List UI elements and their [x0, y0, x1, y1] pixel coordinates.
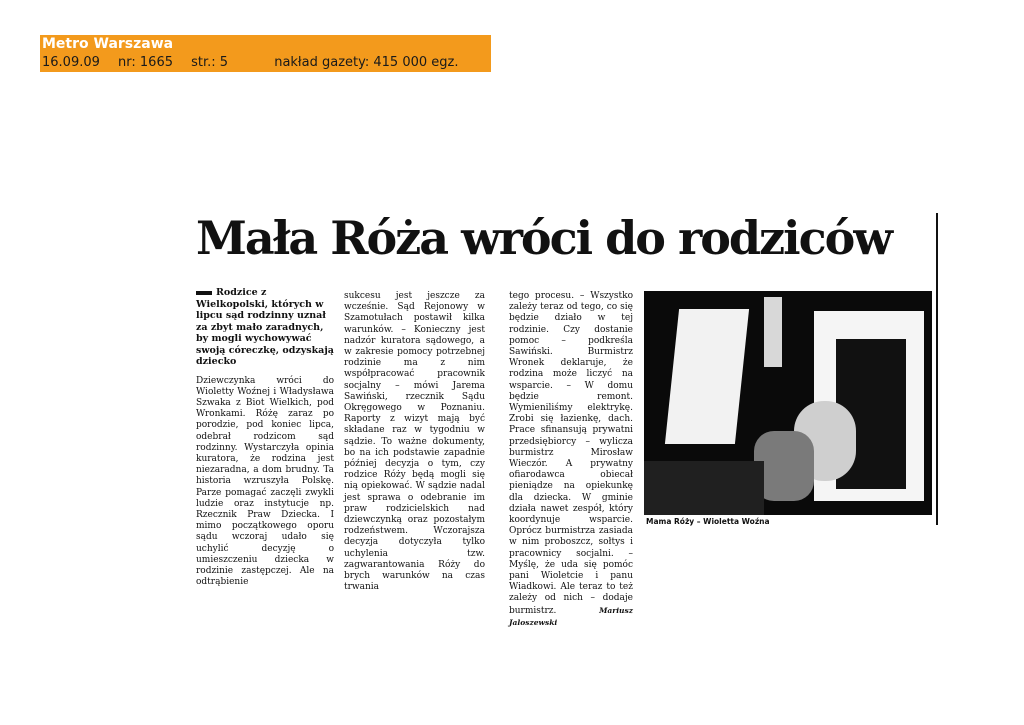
photo-caption: Mama Róży – Wioletta Woźna [646, 517, 770, 526]
column-3-text [509, 291, 633, 629]
article-lead [196, 287, 334, 368]
page-number: str.: 5 [191, 55, 229, 70]
article-column-2 [344, 291, 485, 593]
clipping-meta [42, 55, 472, 70]
column-3-body: tego procesu. – Wszystko zależy teraz od tego, co się będzie działo w tej rodzinie. Czy dostanie pomoc – podkreśla Sawiński. Burmistrz Wronek deklaruje, że rodzina może liczyć na wsparcie. – W domu będzie remont. Wymieniliśmy elektrykę. Zrobi się łazienkę, dach. Prace sfinansują prywatni przedsiębiorcy – wylicza burmistrz Mirosław Wieczór. A prywatny ofiarodawca obiecał pieniądze na opiekunkę dla dziecka. W gminie działa nawet zespół, który koordynuje wsparcie. Oprócz burmistrza zasiada w nim proboszcz, sołtys i pracownicy socjalni. – Myślę, że uda się pomóc pani Wioletcie i panu Wiadkowi. Ale teraz to też zależy od nich – dodaje burmistrz. [509, 291, 633, 616]
issue-date: 16.09.09 [42, 55, 100, 70]
author-byline: Mariusz Jaloszewski [509, 605, 633, 627]
article-headline: Mała Róża wróci do rodziców [196, 211, 891, 265]
lead-dash-icon [196, 291, 212, 295]
article-clipping [194, 205, 940, 627]
column-rule [936, 213, 938, 525]
article-column-3 [509, 291, 633, 629]
issue-number: nr: 1665 [118, 55, 173, 70]
circulation: nakład gazety: 415 000 egz. [274, 55, 459, 70]
lead-text: Rodzice z Wielkopolski, których w lipcu sąd rodzinny uznał za zbyt mało zaradnych, by mogli wychowywać swoją córeczkę, odzyskają dziecko [196, 287, 334, 367]
column-1-text: Dziewczynka wróci do Wioletty Woźnej i Władysława Szwaka z Biot Wielkich, pod Wronkami. Różę zaraz po porodzie, pod koniec lipca, odebrał rodzicom sąd rodzinny. Wystarczyła opinia kuratora, że rodzina jest niezaradna, a dom brudny. Ta historia wzruszyła Polskę. Parze pomagać zaczęli zwykli ludzie oraz instytucje np. Rzecznik Praw Dziecka. I mimo początkowego oporu sądu wczoraj udało się uchylić decyzję o umieszczeniu dziecka w rodzinie zastępczej. Ale na odtrąbienie [196, 375, 334, 588]
publication-name: Metro Warszawa [42, 36, 174, 52]
article-column-1 [196, 287, 334, 588]
article-photo [644, 291, 932, 515]
column-2-text: sukcesu jest jeszcze za wcześnie. Sąd Rejonowy w Szamotułach postawił kilka warunków. – Konieczny jest nadzór kuratora sądowego, a w zakresie pomocy potrzebnej rodzinie ma z nim współpracować pracownik socjalny – mówi Jarema Sawiński, rzecznik Sądu Okręgowego w Poznaniu. Raporty z wizyt mają być składane raz w tygodniu w sądzie. To ważne dokumenty, bo na ich podstawie zapadnie później decyzja o tym, czy rodzice Róży będą mogli się nią opiekować. W sądzie nadal jest sprawa o odebranie im praw rodzicielskich nad dziewczynką oraz pozostałym rodzeństwem. Wczorajsza decyzja dotyczyła tylko uchylenia tzw. zagwarantowania Róży do brych warunków na czas trwania [344, 291, 485, 593]
clipping-header [40, 35, 491, 72]
